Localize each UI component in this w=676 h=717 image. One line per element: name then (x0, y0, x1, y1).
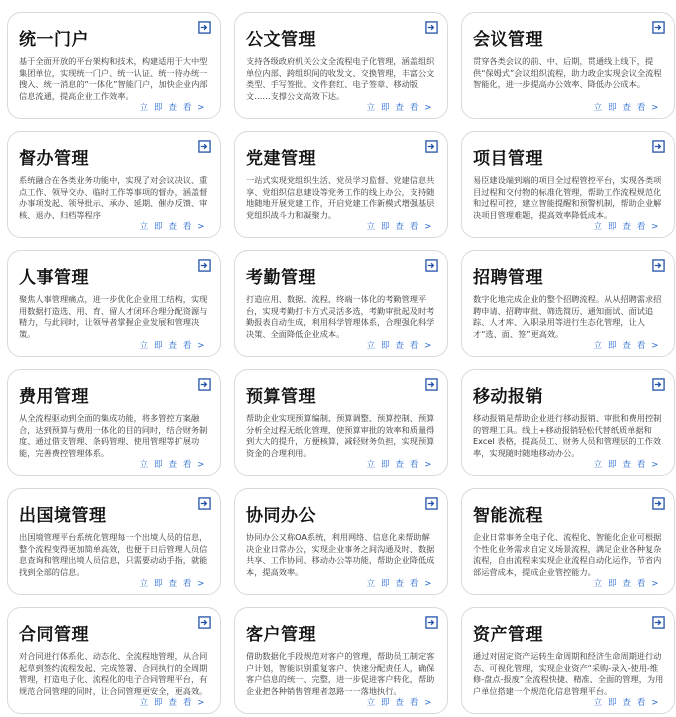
card-title: 费用管理 (19, 387, 89, 407)
module-card-mobile-expense[interactable] (461, 369, 675, 476)
card-description: 一站式实现党组织生活、党员学习监督、党建信息共享、党组织信息建设等党务工作的线上办公，支持随地随地开展党建工作，开启党建工作新模式增强基层党组织战斗力和凝聚力。 (246, 175, 435, 220)
card-title: 协同办公 (246, 506, 316, 526)
module-card-asset[interactable] (461, 607, 675, 714)
card-description: 协同办公又称OA系统，利用网络、信息化来帮助解决企业日常办公，实现企业事务之间沟通及时、数据共享、工作协同、移动办公等功能，帮助企业降低成本，提高效率。 (246, 532, 435, 577)
card-title: 党建管理 (246, 149, 316, 169)
view-now-link[interactable]: 立 即 查 看 > (139, 222, 206, 232)
enter-icon[interactable] (425, 378, 438, 391)
view-now-link[interactable]: 立 即 查 看 > (593, 341, 660, 351)
enter-icon[interactable] (652, 140, 665, 153)
view-now-link[interactable]: 立 即 查 看 > (593, 460, 660, 470)
module-card-collab[interactable] (234, 488, 448, 595)
card-description: 支持各级政府机关公文全流程电子化管理，涵盖组织单位内部、跨组织间的收发文、交换管理，丰富公文类型、手写签批、文件套红、电子签章、移动版文……支撑公文高效下达。 (246, 56, 435, 101)
card-description: 贯穿各类会议的前、中、后期，贯通线上线下，提供“保姆式”会议组织流程，助力政企实现会议全流程智能化，进一步提高办公效率、降低办公成本。 (473, 56, 662, 90)
card-description: 从全流程驱动到全面的集成功能，将多管控方案融合，达到预算与费用一体化的目的同时，结合财务制度、通过借支管理、条码管理、使用管理等扩展功能，完善费控管理体系。 (19, 413, 208, 458)
card-title: 预算管理 (246, 387, 316, 407)
view-now-link[interactable]: 立 即 查 看 > (139, 103, 206, 113)
card-description: 易臣建设端到端的项目全过程管控平台，实现各类项目过程和交付物的标准化管理，帮助工作流程规范化和过程可控，建立智能提醒和预警机制，帮助企业解决项目管理难题，提高效率降低成本。 (473, 175, 662, 220)
card-title: 招聘管理 (473, 268, 543, 288)
view-now-link[interactable]: 立 即 查 看 > (366, 103, 433, 113)
enter-icon[interactable] (425, 140, 438, 153)
card-description: 帮助企业实现预算编制、预算调整、预算控制、预算分析全过程无纸化管理，使预算审批的效率和质量得到大大的提升，方便核算，减轻财务负担，实现预算资金的合理利用。 (246, 413, 435, 458)
module-card-recruit[interactable] (461, 250, 675, 357)
view-now-link[interactable]: 立 即 查 看 > (139, 341, 206, 351)
enter-icon[interactable] (198, 21, 211, 34)
card-title: 移动报销 (473, 387, 543, 407)
view-now-link[interactable]: 立 即 查 看 > (593, 222, 660, 232)
view-now-link[interactable]: 立 即 查 看 > (139, 698, 206, 708)
module-card-meeting[interactable] (461, 12, 675, 119)
enter-icon[interactable] (198, 616, 211, 629)
module-card-expense[interactable] (7, 369, 221, 476)
enter-icon[interactable] (425, 497, 438, 510)
card-title: 督办管理 (19, 149, 89, 169)
enter-icon[interactable] (198, 259, 211, 272)
view-now-link[interactable]: 立 即 查 看 > (366, 698, 433, 708)
card-title: 资产管理 (473, 625, 543, 645)
view-now-link[interactable]: 立 即 查 看 > (366, 579, 433, 589)
card-description: 打造应用、数据、流程、终端一体化的考勤管理平台，实现考勤打卡方式灵活多选，考勤审批起及时考勤报表自动生成，利用科学管理体系，合理强化科学决策、全面降低企业成本。 (246, 294, 435, 339)
enter-icon[interactable] (652, 378, 665, 391)
card-description: 数字化地完成企业的整个招聘流程。从从招聘需求招聘申请、招聘审批、筛选简历、通知面试、面试追踪、人才库、入职录用等进行生态化管理，让人才“选、面、签”更高效。 (473, 294, 662, 339)
module-card-party[interactable] (234, 131, 448, 238)
card-title: 客户管理 (246, 625, 316, 645)
view-now-link[interactable]: 立 即 查 看 > (366, 341, 433, 351)
card-description: 出国境管理平台系统化管理每一个出境人员的信息，整个流程变得更加简单高效，也便于日后管理人员信息查询和管理出境人员信息，只需要动动手指，就能找到全部的信息。 (19, 532, 208, 577)
module-card-workflow[interactable] (461, 488, 675, 595)
enter-icon[interactable] (198, 140, 211, 153)
card-title: 出国境管理 (19, 506, 107, 526)
view-now-link[interactable]: 立 即 查 看 > (366, 460, 433, 470)
enter-icon[interactable] (652, 259, 665, 272)
card-title: 公文管理 (246, 30, 316, 50)
module-card-document[interactable] (234, 12, 448, 119)
card-description: 系统融合在各类业务功能中，实现了对会议决议、重点工作、领导交办、临时工作等事项的督办，涵盖督办事项发起、领导批示、承办、延期、催办反馈、审核、退办、归档等程序 (19, 175, 208, 220)
view-now-link[interactable]: 立 即 查 看 > (593, 579, 660, 589)
enter-icon[interactable] (425, 616, 438, 629)
card-title: 合同管理 (19, 625, 89, 645)
card-description: 通过对固定资产运转生命周期和经济生命周期进行动态、可视化管理，实现企业资产“采购-录入-使用-维修-盘点-报废”全流程快捷、精准、全面的管理，为用户单位搭建一个规范化信息管理平台。 (473, 651, 664, 696)
enter-icon[interactable] (425, 21, 438, 34)
card-description: 基于全面开放的平台架构和技术，构建适用于大中型集团单位，实现统一门户、统一认证、统一待办统一搜入、统一消息的“一体化”智能门户，加快企业内部信息流通，提高企业工作效率。 (19, 56, 208, 101)
card-description: 企业日常事务全电子化、流程化、智能化企业可根据个性化业务需求自定义场景流程，满足企业各种复杂流程，自由流程来实现企业流程自动化运作，节省内部运营成本，提成企业管控能力。 (473, 532, 662, 577)
module-card-portal[interactable] (7, 12, 221, 119)
enter-icon[interactable] (652, 21, 665, 34)
view-now-link[interactable]: 立 即 查 看 > (366, 222, 433, 232)
view-now-link[interactable]: 立 即 查 看 > (139, 460, 206, 470)
module-card-hr[interactable] (7, 250, 221, 357)
module-card-budget[interactable] (234, 369, 448, 476)
card-title: 会议管理 (473, 30, 543, 50)
card-title: 人事管理 (19, 268, 89, 288)
card-description: 移动报销是帮助企业进行移动报销、审批和费用控制的管理工具。线上+移动报销轻松代替纸质单据和Excel 表格，提高员工、财务人员和管理层的工作效率，实现随时随地移动办公。 (473, 413, 662, 458)
card-description: 聚焦人事管理痛点，进一步优化企业用工结构，实现用数据打造选、用、育、留人才闭环合理分配资源与精力，与此同时，让领导者掌握企业发展和管理决策。 (19, 294, 208, 339)
enter-icon[interactable] (652, 616, 665, 629)
view-now-link[interactable]: 立 即 查 看 > (593, 103, 660, 113)
card-description: 借助数据化手段规范对客户的管理，帮助员工制定客户计划，智能识别重复客户、快速分配责任人，确保客户信息的统一、完整，进一步促进客户转化，帮助企业把各种销售管理者忽路一一落地执行。 (246, 651, 435, 696)
enter-icon[interactable] (652, 497, 665, 510)
enter-icon[interactable] (198, 378, 211, 391)
enter-icon[interactable] (198, 497, 211, 510)
card-title: 统一门户 (19, 30, 89, 50)
module-card-overseas[interactable] (7, 488, 221, 595)
module-card-attendance[interactable] (234, 250, 448, 357)
card-title: 考勤管理 (246, 268, 316, 288)
card-description: 对合同进行体系化、动态化、全流程地管理，从合同起草到签约流程发起、完成签署、合同执行的全周期管理，打造电子化、流程化的电子合同管理平台，有规范合同管理的同时，让合同管理更安全，更高效。 (19, 651, 208, 696)
module-card-project[interactable] (461, 131, 675, 238)
module-card-supervision[interactable] (7, 131, 221, 238)
card-title: 智能流程 (473, 506, 543, 526)
enter-icon[interactable] (425, 259, 438, 272)
module-card-contract[interactable] (7, 607, 221, 714)
module-card-customer[interactable] (234, 607, 448, 714)
view-now-link[interactable]: 立 即 查 看 > (139, 579, 206, 589)
view-now-link[interactable]: 立 即 查 看 > (593, 698, 660, 708)
card-title: 项目管理 (473, 149, 543, 169)
